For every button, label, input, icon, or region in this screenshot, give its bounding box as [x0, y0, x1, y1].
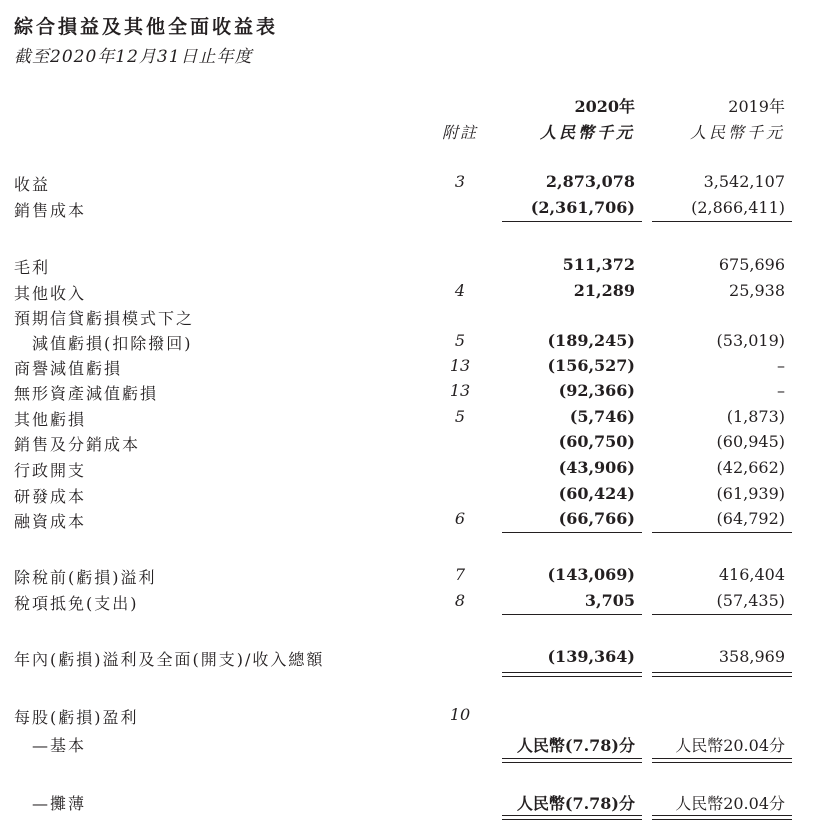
column-note-header: 附註	[441, 123, 478, 142]
row-value-2020: 人民幣(7.78)分	[516, 736, 635, 755]
row-value-2019: 3,542,107	[703, 172, 785, 191]
rule-eps-basic-double-2019	[652, 762, 792, 763]
row-note: 6	[454, 509, 466, 528]
row-value-2019: (60,945)	[716, 432, 785, 451]
row-note: 8	[454, 591, 466, 610]
rule-eps-diluted-2019	[652, 815, 792, 816]
row-value-2020: (139,364)	[547, 647, 635, 666]
column-currency-2019: 人民幣千元	[689, 123, 785, 142]
row-label: 無形資產減值虧損	[14, 384, 159, 403]
row-value-2019: 人民幣20.04分	[675, 736, 785, 755]
rule-eps-basic-2020	[502, 758, 642, 759]
rule-total-double-2019	[652, 676, 792, 677]
row-value-2019: 人民幣20.04分	[675, 794, 785, 813]
row-value-2020: 3,705	[584, 591, 635, 610]
rule-eps-basic-2019	[652, 758, 792, 759]
row-note: 13	[449, 381, 471, 400]
rule-total-double-2020	[502, 676, 642, 677]
rule-total-2019	[652, 672, 792, 673]
row-label: 研發成本	[14, 487, 87, 506]
row-value-2019: 25,938	[729, 281, 785, 300]
row-value-2019: (57,435)	[716, 591, 785, 610]
row-value-2019: (61,939)	[716, 484, 785, 503]
row-value-2020: 2,873,078	[545, 172, 635, 191]
row-value-2020: (2,361,706)	[530, 198, 635, 217]
row-label: 收益	[14, 175, 51, 194]
row-value-2019: (64,792)	[716, 509, 785, 528]
row-value-2019: 416,404	[718, 565, 785, 584]
row-label: 融資成本	[14, 512, 87, 531]
row-value-2019: (53,019)	[716, 331, 785, 350]
row-value-2020: (5,746)	[569, 407, 635, 426]
row-value-2020: (156,527)	[547, 356, 635, 375]
row-label: 行政開支	[14, 461, 87, 480]
row-value-2020: (66,766)	[558, 509, 635, 528]
row-label: 年內(虧損)溢利及全面(開支)/收入總額	[14, 650, 325, 669]
row-label: 其他收入	[14, 284, 87, 303]
row-value-2019: 675,696	[718, 255, 785, 274]
row-label: —攤薄	[32, 794, 87, 813]
column-year-2020: 2020年	[574, 97, 635, 116]
row-value-2020: (60,750)	[558, 432, 635, 451]
rule-eps-diluted-double-2020	[502, 819, 642, 820]
row-value-2020: 人民幣(7.78)分	[516, 794, 635, 813]
statement-subtitle: 截至2020年12月31日止年度	[14, 47, 253, 67]
row-value-2020: (43,906)	[558, 458, 635, 477]
rule-subtotal-2020	[502, 532, 642, 533]
row-label: 銷售成本	[14, 201, 87, 220]
row-note: 4	[454, 281, 466, 300]
column-currency-2020: 人民幣千元	[539, 123, 635, 142]
row-value-2020: (92,366)	[558, 381, 635, 400]
row-value-2020: 511,372	[562, 255, 635, 274]
row-value-2019: (42,662)	[716, 458, 785, 477]
row-label: 除稅前(虧損)溢利	[14, 568, 157, 587]
row-label: 銷售及分銷成本	[14, 435, 141, 454]
row-note: 7	[454, 565, 466, 584]
rule-subtotal-2019	[652, 221, 792, 222]
rule-subtotal-2019	[652, 614, 792, 615]
row-label: 毛利	[14, 258, 51, 277]
rule-total-2020	[502, 672, 642, 673]
row-note: 13	[449, 356, 471, 375]
row-value-2019: (1,873)	[726, 407, 785, 426]
row-value-2020: (143,069)	[547, 565, 635, 584]
row-note: 5	[454, 407, 466, 426]
statement-title: 綜合損益及其他全面收益表	[14, 16, 279, 38]
rule-subtotal-2019	[652, 532, 792, 533]
row-value-2019: –	[777, 381, 785, 400]
row-label: 商譽減值虧損	[14, 359, 123, 378]
column-year-2019: 2019年	[728, 97, 785, 116]
row-label: 其他虧損	[14, 410, 87, 429]
row-note: 5	[454, 331, 466, 350]
row-value-2019: 358,969	[718, 647, 785, 666]
row-label: 減值虧損(扣除撥回)	[32, 334, 193, 353]
row-value-2019: –	[777, 356, 785, 375]
row-note: 10	[449, 705, 471, 724]
rule-eps-basic-double-2020	[502, 762, 642, 763]
row-value-2020: (189,245)	[547, 331, 635, 350]
rule-eps-diluted-double-2019	[652, 819, 792, 820]
rule-eps-diluted-2020	[502, 815, 642, 816]
row-label: 稅項抵免(支出)	[14, 594, 139, 613]
row-label: —基本	[32, 736, 87, 755]
row-value-2020: 21,289	[573, 281, 635, 300]
row-value-2019: (2,866,411)	[691, 198, 785, 217]
row-value-2020: (60,424)	[558, 484, 635, 503]
row-label: 每股(虧損)盈利	[14, 708, 139, 727]
rule-subtotal-2020	[502, 221, 642, 222]
row-note: 3	[454, 172, 466, 191]
rule-subtotal-2020	[502, 614, 642, 615]
row-label: 預期信貸虧損模式下之	[14, 309, 195, 328]
